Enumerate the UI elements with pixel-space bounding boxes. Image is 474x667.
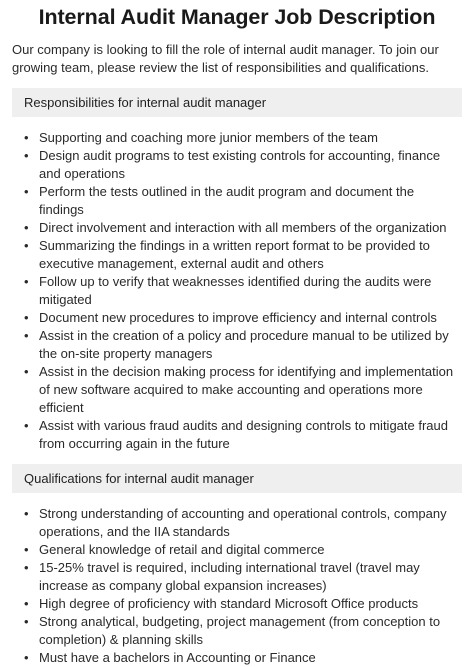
list-item-text: Must have a bachelors in Accounting or Finance xyxy=(39,650,316,665)
list-item xyxy=(24,541,462,559)
list-item-text: High degree of proficiency with standard Microsoft Office products xyxy=(39,596,419,611)
list-item xyxy=(24,183,462,219)
list-item-text: Strong understanding of accounting and operational controls, company operations, and the IIA standards xyxy=(39,506,447,539)
bullet-icon: • xyxy=(24,364,29,379)
list-item-text: Supporting and coaching more junior members of the team xyxy=(39,130,378,145)
list-item xyxy=(24,309,462,327)
bullet-icon: • xyxy=(24,418,29,433)
responsibilities-heading: Responsibilities for internal audit manager xyxy=(12,88,462,117)
list-item-text: 15-25% travel is required, including international travel (travel may increase as company global expansion increases) xyxy=(39,560,420,593)
list-item xyxy=(24,363,462,417)
bullet-icon: • xyxy=(24,614,29,629)
list-item xyxy=(24,613,462,649)
list-item-text: Perform the tests outlined in the audit program and document the findings xyxy=(39,184,415,217)
bullet-icon: • xyxy=(24,310,29,325)
list-item xyxy=(24,327,462,363)
bullet-icon: • xyxy=(24,184,29,199)
list-item-text: Assist in the creation of a policy and procedure manual to be utilized by the on-site property managers xyxy=(39,328,449,361)
qualifications-list xyxy=(12,505,462,667)
list-item-text: Design audit programs to test existing controls for accounting, finance and operations xyxy=(39,148,441,181)
list-item-text: Direct involvement and interaction with all members of the organization xyxy=(39,220,447,235)
bullet-icon: • xyxy=(24,148,29,163)
list-item xyxy=(24,595,462,613)
bullet-icon: • xyxy=(24,542,29,557)
list-item-text: Strong analytical, budgeting, project management (from conception to completion) & planning skills xyxy=(39,614,441,647)
bullet-icon: • xyxy=(24,650,29,665)
list-item-text: Assist with various fraud audits and designing controls to mitigate fraud from occurring again in the future xyxy=(39,418,448,451)
bullet-icon: • xyxy=(24,238,29,253)
responsibilities-list xyxy=(12,129,462,453)
list-item xyxy=(24,147,462,183)
list-item xyxy=(24,219,462,237)
list-item xyxy=(24,273,462,309)
bullet-icon: • xyxy=(24,130,29,145)
bullet-icon: • xyxy=(24,506,29,521)
page-title: Internal Audit Manager Job Description xyxy=(38,5,436,29)
bullet-icon: • xyxy=(24,274,29,289)
list-item xyxy=(24,417,462,453)
bullet-icon: • xyxy=(24,328,29,343)
qualifications-heading: Qualifications for internal audit manager xyxy=(12,464,462,493)
list-item xyxy=(24,505,462,541)
list-item-text: Follow up to verify that weaknesses identified during the audits were mitigated xyxy=(39,274,432,307)
list-item-text: Document new procedures to improve efficiency and internal controls xyxy=(39,310,437,325)
intro-paragraph: Our company is looking to fill the role of internal audit manager. To join our growing team, please review the list of responsibilities and qualifications. xyxy=(12,42,439,75)
bullet-icon: • xyxy=(24,220,29,235)
list-item-text: Summarizing the findings in a written report format to be provided to executive management, external audit and others xyxy=(39,238,430,271)
bullet-icon: • xyxy=(24,596,29,611)
list-item xyxy=(24,237,462,273)
list-item xyxy=(24,129,462,147)
list-item-text: Assist in the decision making process for identifying and implementation of new software acquired to make accounting and operations more efficient xyxy=(39,364,454,415)
list-item-text: General knowledge of retail and digital commerce xyxy=(39,542,325,557)
list-item xyxy=(24,649,462,667)
list-item xyxy=(24,559,462,595)
bullet-icon: • xyxy=(24,560,29,575)
